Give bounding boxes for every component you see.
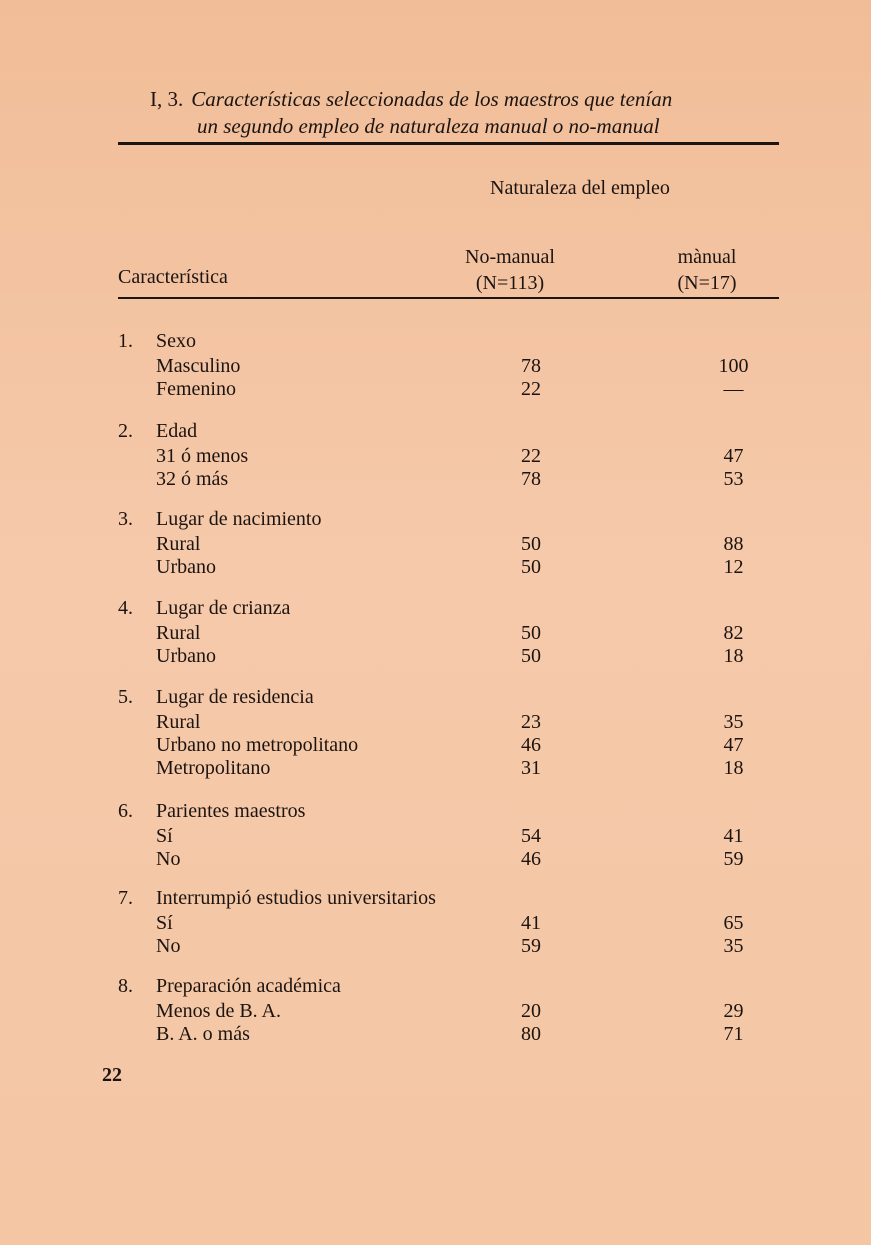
table-row xyxy=(156,848,776,870)
title-line-1: Características seleccionadas de los maestros que tenían xyxy=(191,87,673,111)
value-manual: 65 xyxy=(723,912,744,934)
table-row xyxy=(156,1023,776,1045)
table-row xyxy=(156,622,776,644)
column-name: mànual xyxy=(677,246,737,268)
table-row xyxy=(156,445,776,467)
value-manual: 82 xyxy=(723,622,744,644)
value-no-manual: 78 xyxy=(521,468,541,490)
section-title xyxy=(118,975,341,998)
table-row xyxy=(156,378,776,400)
column-header-no-manual xyxy=(445,244,575,296)
section-number: 2. xyxy=(118,420,133,442)
section-label: Sexo xyxy=(156,330,196,352)
value-no-manual: 23 xyxy=(521,711,541,733)
column-name: No-manual xyxy=(465,246,555,268)
row-label: No xyxy=(156,935,181,957)
section-number: 1. xyxy=(118,330,133,352)
table-row xyxy=(156,912,776,934)
page-number: 22 xyxy=(102,1064,122,1086)
value-no-manual: 31 xyxy=(521,757,541,779)
section-number: 8. xyxy=(118,975,133,997)
row-header: Característica xyxy=(118,266,228,288)
value-no-manual: 46 xyxy=(521,734,541,756)
value-no-manual: 50 xyxy=(521,556,541,578)
section-label: Interrumpió estudios universitarios xyxy=(156,887,436,909)
value-manual: 47 xyxy=(723,445,744,467)
value-manual: 71 xyxy=(723,1023,744,1045)
value-manual: 41 xyxy=(723,825,744,847)
value-manual: — xyxy=(723,378,744,400)
row-label: Urbano no metropolitano xyxy=(156,734,359,756)
table-row xyxy=(156,355,776,377)
table-row xyxy=(156,556,776,578)
value-manual: 47 xyxy=(723,734,744,756)
value-no-manual: 41 xyxy=(521,912,541,934)
value-manual: 29 xyxy=(723,1000,744,1022)
column-spanner-heading: Naturaleza del empleo xyxy=(490,177,670,199)
row-label: Rural xyxy=(156,622,201,644)
value-manual: 12 xyxy=(723,556,744,578)
value-manual: 18 xyxy=(723,645,744,667)
value-no-manual: 22 xyxy=(521,445,541,467)
value-manual: 35 xyxy=(723,935,744,957)
section-number: 7. xyxy=(118,887,133,909)
table-row xyxy=(156,935,776,957)
row-label: B. A. o más xyxy=(156,1023,250,1045)
value-manual: 35 xyxy=(723,711,744,733)
section-label: Lugar de nacimiento xyxy=(156,508,322,530)
row-label: Masculino xyxy=(156,355,241,377)
column-n: (N=17) xyxy=(677,272,737,294)
row-label: Urbano xyxy=(156,645,216,667)
section-label: Parientes maestros xyxy=(156,800,306,822)
table-title xyxy=(150,86,770,140)
value-manual: 59 xyxy=(723,848,744,870)
row-label: Metropolitano xyxy=(156,757,271,779)
section-number: 3. xyxy=(118,508,133,530)
section-title xyxy=(118,420,197,443)
table-row xyxy=(156,533,776,555)
value-no-manual: 20 xyxy=(521,1000,541,1022)
value-no-manual: 22 xyxy=(521,378,541,400)
row-label: 32 ó más xyxy=(156,468,229,490)
table-row xyxy=(156,825,776,847)
value-no-manual: 80 xyxy=(521,1023,541,1045)
column-n: (N=113) xyxy=(475,272,545,294)
column-header-manual xyxy=(652,244,762,296)
section-label: Edad xyxy=(156,420,198,442)
value-manual: 18 xyxy=(723,757,744,779)
value-manual: 88 xyxy=(723,533,744,555)
section-label: Lugar de crianza xyxy=(156,597,291,619)
table-row xyxy=(156,1000,776,1022)
top-rule xyxy=(118,142,779,145)
section-number: 4. xyxy=(118,597,133,619)
table-row xyxy=(156,734,776,756)
value-no-manual: 50 xyxy=(521,622,541,644)
value-manual: 53 xyxy=(723,468,744,490)
section-title xyxy=(118,686,314,709)
section-label: Lugar de residencia xyxy=(156,686,314,708)
row-label: Sí xyxy=(156,825,173,847)
row-label: 31 ó menos xyxy=(156,445,249,467)
value-no-manual: 50 xyxy=(521,533,541,555)
row-label: Rural xyxy=(156,711,201,733)
section-title xyxy=(118,597,290,620)
section-title xyxy=(118,800,305,823)
section-number: 5. xyxy=(118,686,133,708)
value-no-manual: 59 xyxy=(521,935,541,957)
value-no-manual: 54 xyxy=(521,825,541,847)
row-label: Rural xyxy=(156,533,201,555)
row-label: No xyxy=(156,848,181,870)
table-row xyxy=(156,711,776,733)
section-title xyxy=(118,508,322,531)
value-no-manual: 50 xyxy=(521,645,541,667)
row-label: Femenino xyxy=(156,378,236,400)
table-row xyxy=(156,645,776,667)
value-manual: 100 xyxy=(718,355,749,377)
row-label: Urbano xyxy=(156,556,216,578)
table-row xyxy=(156,757,776,779)
section-number: 6. xyxy=(118,800,133,822)
value-no-manual: 78 xyxy=(521,355,541,377)
section-label: Preparación académica xyxy=(156,975,341,997)
section-title xyxy=(118,330,196,353)
title-line-2: un segundo empleo de naturaleza manual o no-manual xyxy=(197,114,660,138)
section-title xyxy=(118,887,436,910)
row-label: Menos de B. A. xyxy=(156,1000,281,1022)
row-label: Sí xyxy=(156,912,173,934)
header-rule xyxy=(118,297,779,299)
table-number: I, 3. xyxy=(150,87,184,111)
value-no-manual: 46 xyxy=(521,848,541,870)
table-row xyxy=(156,468,776,490)
